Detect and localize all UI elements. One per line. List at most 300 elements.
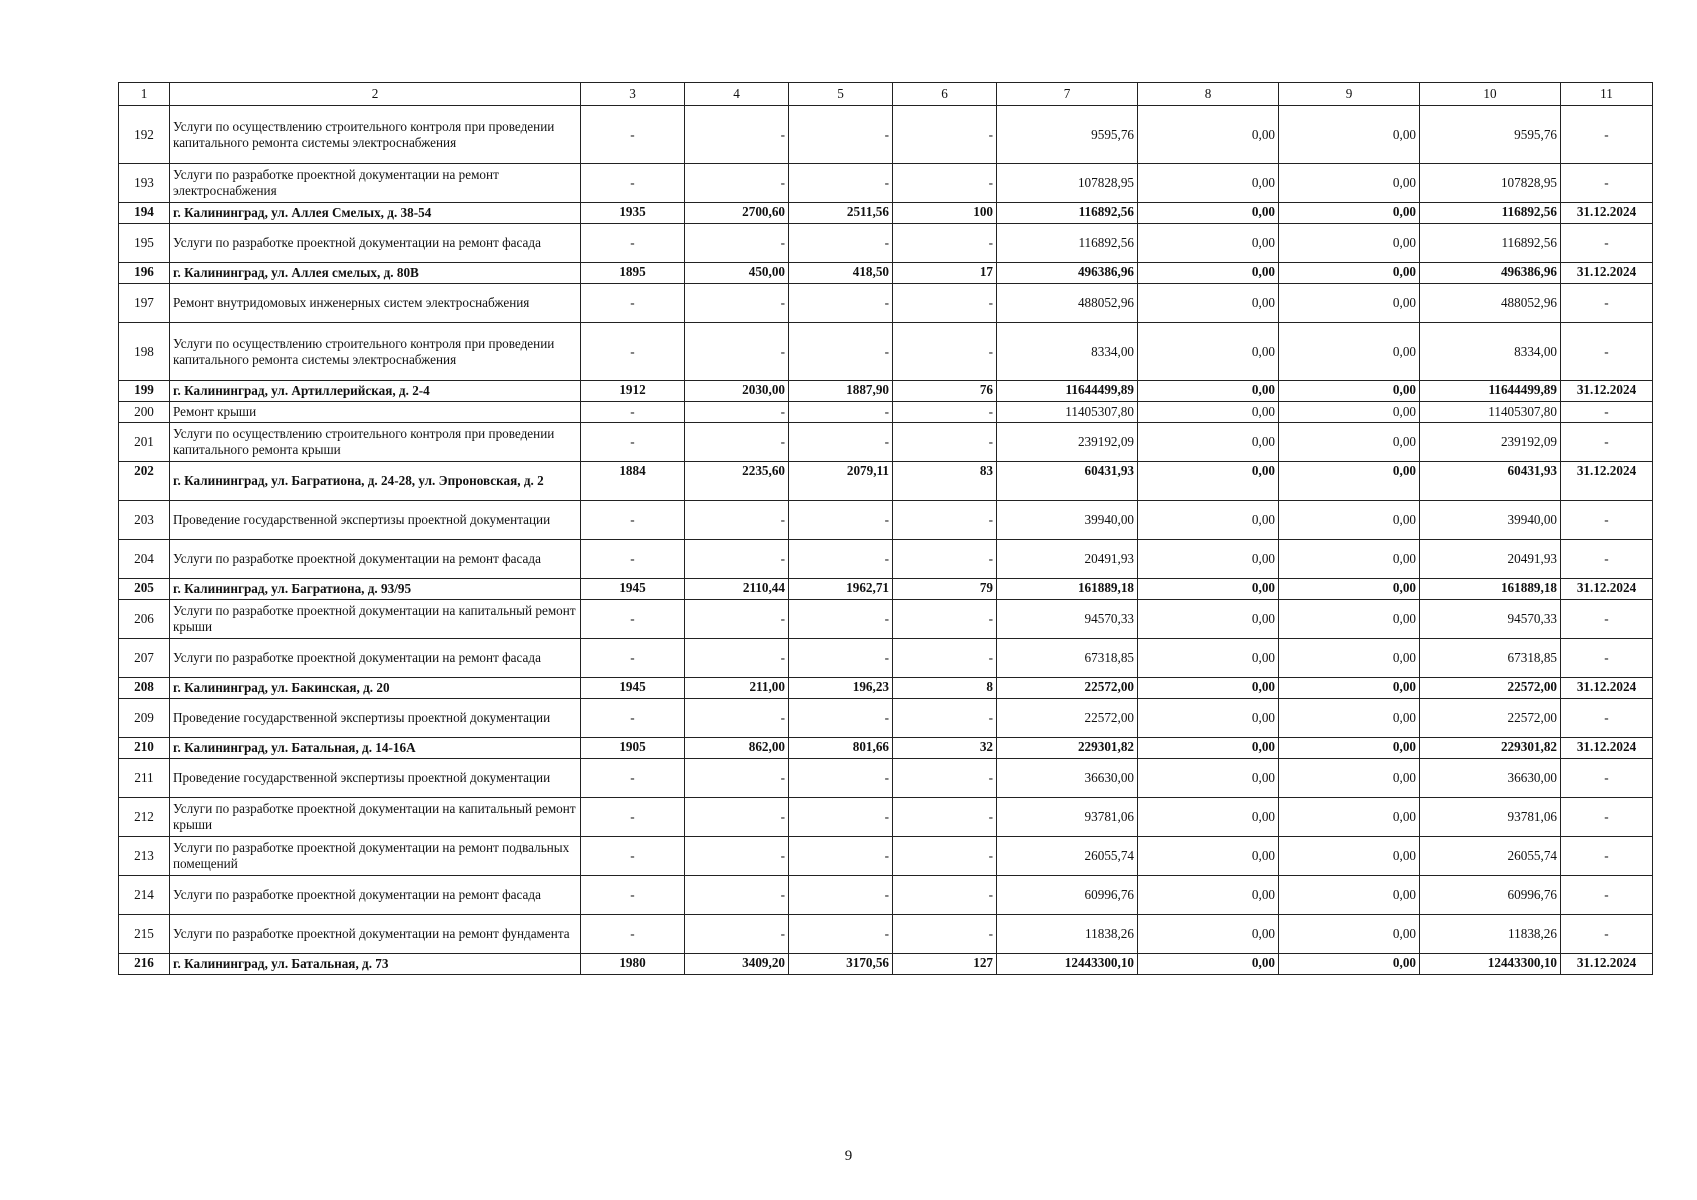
amount-cell: 0,00 [1279, 501, 1420, 540]
area-cell: - [685, 106, 789, 164]
amount-cell: 94570,33 [997, 600, 1138, 639]
area-cell: - [789, 600, 893, 639]
area-cell: - [789, 501, 893, 540]
count-cell: - [893, 164, 997, 203]
row-number: 209 [119, 699, 170, 738]
amount-cell: 9595,76 [997, 106, 1138, 164]
item-name: Услуги по разработке проектной документации на ремонт фасада [170, 540, 581, 579]
table-row [119, 501, 1653, 540]
amount-cell: 0,00 [1279, 323, 1420, 381]
row-number: 196 [119, 263, 170, 284]
col-header: 11 [1561, 83, 1653, 106]
amount-cell: 0,00 [1138, 837, 1279, 876]
amount-cell: 239192,09 [997, 423, 1138, 462]
amount-cell: 8334,00 [1420, 323, 1561, 381]
count-cell: - [893, 402, 997, 423]
count-cell: 32 [893, 738, 997, 759]
amount-cell: 0,00 [1138, 954, 1279, 975]
item-name: Проведение государственной экспертизы проектной документации [170, 699, 581, 738]
date-cell: 31.12.2024 [1561, 203, 1653, 224]
date-cell: 31.12.2024 [1561, 738, 1653, 759]
area-cell: - [789, 837, 893, 876]
amount-cell: 0,00 [1279, 381, 1420, 402]
amount-cell: 0,00 [1138, 915, 1279, 954]
amount-cell: 94570,33 [1420, 600, 1561, 639]
page-number: 9 [844, 1148, 853, 1164]
item-name: г. Калининград, ул. Аллея смелых, д. 80В [170, 263, 581, 284]
area-cell: 2110,44 [685, 579, 789, 600]
data-table [118, 82, 1653, 975]
area-cell: 418,50 [789, 263, 893, 284]
item-name: Ремонт крыши [170, 402, 581, 423]
amount-cell: 116892,56 [997, 203, 1138, 224]
amount-cell: 488052,96 [997, 284, 1138, 323]
area-cell: - [685, 600, 789, 639]
amount-cell: 0,00 [1138, 540, 1279, 579]
date-cell: - [1561, 699, 1653, 738]
date-cell: - [1561, 759, 1653, 798]
amount-cell: 12443300,10 [997, 954, 1138, 975]
amount-cell: 0,00 [1279, 402, 1420, 423]
count-cell: - [893, 106, 997, 164]
count-cell: - [893, 501, 997, 540]
year-cell: - [581, 540, 685, 579]
item-name: Услуги по разработке проектной документации на капитальный ремонт крыши [170, 600, 581, 639]
amount-cell: 26055,74 [1420, 837, 1561, 876]
year-cell: - [581, 501, 685, 540]
amount-cell: 11405307,80 [997, 402, 1138, 423]
amount-cell: 0,00 [1279, 639, 1420, 678]
item-name: г. Калининград, ул. Бакинская, д. 20 [170, 678, 581, 699]
amount-cell: 0,00 [1279, 263, 1420, 284]
row-number: 210 [119, 738, 170, 759]
amount-cell: 11644499,89 [1420, 381, 1561, 402]
item-name: Услуги по разработке проектной документации на ремонт фасада [170, 876, 581, 915]
amount-cell: 0,00 [1138, 600, 1279, 639]
row-number: 214 [119, 876, 170, 915]
amount-cell: 0,00 [1138, 323, 1279, 381]
area-cell: - [685, 798, 789, 837]
amount-cell: 22572,00 [1420, 699, 1561, 738]
area-cell: 2079,11 [789, 462, 893, 501]
col-header: 8 [1138, 83, 1279, 106]
amount-cell: 20491,93 [1420, 540, 1561, 579]
date-cell: - [1561, 224, 1653, 263]
date-cell: 31.12.2024 [1561, 954, 1653, 975]
col-header: 7 [997, 83, 1138, 106]
year-cell: - [581, 639, 685, 678]
date-cell: - [1561, 876, 1653, 915]
amount-cell: 0,00 [1279, 915, 1420, 954]
year-cell: - [581, 164, 685, 203]
amount-cell: 9595,76 [1420, 106, 1561, 164]
amount-cell: 93781,06 [997, 798, 1138, 837]
table-row [119, 381, 1653, 402]
row-number: 213 [119, 837, 170, 876]
date-cell: - [1561, 798, 1653, 837]
amount-cell: 0,00 [1279, 106, 1420, 164]
year-cell: 1895 [581, 263, 685, 284]
table-row [119, 462, 1653, 501]
table-row [119, 639, 1653, 678]
table-row [119, 837, 1653, 876]
year-cell: - [581, 323, 685, 381]
count-cell: - [893, 284, 997, 323]
col-header: 2 [170, 83, 581, 106]
item-name: г. Калининград, ул. Батальная, д. 73 [170, 954, 581, 975]
amount-cell: 0,00 [1138, 738, 1279, 759]
year-cell: - [581, 876, 685, 915]
amount-cell: 0,00 [1138, 106, 1279, 164]
year-cell: - [581, 699, 685, 738]
count-cell: - [893, 915, 997, 954]
area-cell: - [789, 759, 893, 798]
amount-cell: 11838,26 [1420, 915, 1561, 954]
area-cell: 450,00 [685, 263, 789, 284]
amount-cell: 36630,00 [1420, 759, 1561, 798]
amount-cell: 11644499,89 [997, 381, 1138, 402]
table-row [119, 224, 1653, 263]
amount-cell: 0,00 [1138, 462, 1279, 501]
row-number: 212 [119, 798, 170, 837]
table-row [119, 284, 1653, 323]
table-row [119, 263, 1653, 284]
area-cell: - [789, 540, 893, 579]
area-cell: - [685, 501, 789, 540]
amount-cell: 36630,00 [997, 759, 1138, 798]
row-number: 200 [119, 402, 170, 423]
table-row [119, 876, 1653, 915]
item-name: Услуги по осуществлению строительного контроля при проведении капитального ремонта крыши [170, 423, 581, 462]
date-cell: - [1561, 423, 1653, 462]
item-name: Проведение государственной экспертизы проектной документации [170, 501, 581, 540]
row-number: 195 [119, 224, 170, 263]
date-cell: - [1561, 600, 1653, 639]
amount-cell: 0,00 [1138, 876, 1279, 915]
amount-cell: 60996,76 [1420, 876, 1561, 915]
amount-cell: 0,00 [1279, 837, 1420, 876]
amount-cell: 0,00 [1279, 600, 1420, 639]
count-cell: - [893, 837, 997, 876]
count-cell: 17 [893, 263, 997, 284]
count-cell: - [893, 423, 997, 462]
amount-cell: 26055,74 [997, 837, 1138, 876]
amount-cell: 116892,56 [1420, 224, 1561, 263]
amount-cell: 0,00 [1138, 579, 1279, 600]
amount-cell: 22572,00 [1420, 678, 1561, 699]
row-number: 204 [119, 540, 170, 579]
year-cell: - [581, 224, 685, 263]
year-cell: - [581, 106, 685, 164]
amount-cell: 12443300,10 [1420, 954, 1561, 975]
col-header: 3 [581, 83, 685, 106]
item-name: Услуги по разработке проектной документации на ремонт фундамента [170, 915, 581, 954]
count-cell: - [893, 323, 997, 381]
amount-cell: 39940,00 [1420, 501, 1561, 540]
item-name: Услуги по разработке проектной документации на ремонт фасада [170, 224, 581, 263]
year-cell: 1912 [581, 381, 685, 402]
area-cell: 2700,60 [685, 203, 789, 224]
area-cell: 2030,00 [685, 381, 789, 402]
table-row [119, 738, 1653, 759]
count-cell: - [893, 699, 997, 738]
area-cell: 3409,20 [685, 954, 789, 975]
amount-cell: 60996,76 [997, 876, 1138, 915]
area-cell: - [685, 759, 789, 798]
count-cell: - [893, 798, 997, 837]
area-cell: - [685, 699, 789, 738]
area-cell: - [685, 915, 789, 954]
count-cell: - [893, 759, 997, 798]
table-row [119, 699, 1653, 738]
area-cell: - [685, 423, 789, 462]
amount-cell: 0,00 [1279, 678, 1420, 699]
year-cell: 1945 [581, 678, 685, 699]
amount-cell: 0,00 [1279, 203, 1420, 224]
year-cell: 1884 [581, 462, 685, 501]
amount-cell: 0,00 [1279, 284, 1420, 323]
row-number: 216 [119, 954, 170, 975]
col-header: 1 [119, 83, 170, 106]
amount-cell: 11838,26 [997, 915, 1138, 954]
area-cell: - [789, 284, 893, 323]
amount-cell: 0,00 [1138, 678, 1279, 699]
row-number: 199 [119, 381, 170, 402]
amount-cell: 22572,00 [997, 699, 1138, 738]
amount-cell: 0,00 [1138, 381, 1279, 402]
area-cell: - [789, 423, 893, 462]
count-cell: - [893, 876, 997, 915]
amount-cell: 60431,93 [1420, 462, 1561, 501]
count-cell: - [893, 600, 997, 639]
count-cell: 83 [893, 462, 997, 501]
amount-cell: 67318,85 [1420, 639, 1561, 678]
count-cell: - [893, 224, 997, 263]
area-cell: - [789, 639, 893, 678]
amount-cell: 0,00 [1138, 759, 1279, 798]
col-header: 5 [789, 83, 893, 106]
date-cell: 31.12.2024 [1561, 678, 1653, 699]
area-cell: - [685, 402, 789, 423]
col-header: 9 [1279, 83, 1420, 106]
row-number: 215 [119, 915, 170, 954]
item-name: Ремонт внутридомовых инженерных систем электроснабжения [170, 284, 581, 323]
area-cell: - [685, 837, 789, 876]
area-cell: - [685, 639, 789, 678]
year-cell: - [581, 600, 685, 639]
area-cell: 862,00 [685, 738, 789, 759]
area-cell: - [789, 402, 893, 423]
amount-cell: 0,00 [1279, 759, 1420, 798]
year-cell: 1905 [581, 738, 685, 759]
amount-cell: 161889,18 [997, 579, 1138, 600]
amount-cell: 0,00 [1279, 224, 1420, 263]
amount-cell: 0,00 [1279, 876, 1420, 915]
row-number: 192 [119, 106, 170, 164]
col-header: 4 [685, 83, 789, 106]
area-cell: - [789, 224, 893, 263]
amount-cell: 0,00 [1138, 263, 1279, 284]
row-number: 206 [119, 600, 170, 639]
amount-cell: 107828,95 [1420, 164, 1561, 203]
amount-cell: 0,00 [1138, 423, 1279, 462]
amount-cell: 488052,96 [1420, 284, 1561, 323]
year-cell: - [581, 837, 685, 876]
amount-cell: 0,00 [1279, 579, 1420, 600]
count-cell: 127 [893, 954, 997, 975]
table-row [119, 759, 1653, 798]
col-header: 10 [1420, 83, 1561, 106]
item-name: Услуги по разработке проектной документации на ремонт фасада [170, 639, 581, 678]
table-row [119, 579, 1653, 600]
row-number: 207 [119, 639, 170, 678]
date-cell: - [1561, 540, 1653, 579]
table-row [119, 164, 1653, 203]
row-number: 194 [119, 203, 170, 224]
amount-cell: 93781,06 [1420, 798, 1561, 837]
amount-cell: 20491,93 [997, 540, 1138, 579]
date-cell: 31.12.2024 [1561, 263, 1653, 284]
amount-cell: 0,00 [1279, 462, 1420, 501]
amount-cell: 60431,93 [997, 462, 1138, 501]
date-cell: 31.12.2024 [1561, 381, 1653, 402]
area-cell: 2511,56 [789, 203, 893, 224]
amount-cell: 0,00 [1138, 501, 1279, 540]
item-name: г. Калининград, ул. Багратиона, д. 24-28, ул. Эпроновская, д. 2 [170, 462, 581, 501]
area-cell: 1887,90 [789, 381, 893, 402]
year-cell: - [581, 284, 685, 323]
item-name: г. Калининград, ул. Артиллерийская, д. 2-4 [170, 381, 581, 402]
area-cell: - [789, 106, 893, 164]
area-cell: 196,23 [789, 678, 893, 699]
area-cell: 3170,56 [789, 954, 893, 975]
amount-cell: 8334,00 [997, 323, 1138, 381]
area-cell: 2235,60 [685, 462, 789, 501]
row-number: 205 [119, 579, 170, 600]
amount-cell: 0,00 [1279, 423, 1420, 462]
amount-cell: 107828,95 [997, 164, 1138, 203]
year-cell: - [581, 423, 685, 462]
amount-cell: 116892,56 [1420, 203, 1561, 224]
amount-cell: 0,00 [1279, 164, 1420, 203]
area-cell: - [789, 876, 893, 915]
item-name: Проведение государственной экспертизы проектной документации [170, 759, 581, 798]
amount-cell: 67318,85 [997, 639, 1138, 678]
area-cell: - [685, 876, 789, 915]
row-number: 198 [119, 323, 170, 381]
col-header: 6 [893, 83, 997, 106]
area-cell: 1962,71 [789, 579, 893, 600]
table-body [119, 83, 1653, 975]
amount-cell: 11405307,80 [1420, 402, 1561, 423]
row-number: 201 [119, 423, 170, 462]
table-row [119, 798, 1653, 837]
count-cell: 100 [893, 203, 997, 224]
count-cell: 76 [893, 381, 997, 402]
count-cell: 79 [893, 579, 997, 600]
amount-cell: 229301,82 [1420, 738, 1561, 759]
date-cell: - [1561, 106, 1653, 164]
amount-cell: 0,00 [1279, 540, 1420, 579]
amount-cell: 0,00 [1138, 224, 1279, 263]
amount-cell: 39940,00 [997, 501, 1138, 540]
year-cell: - [581, 759, 685, 798]
table-row [119, 540, 1653, 579]
date-cell: - [1561, 323, 1653, 381]
row-number: 202 [119, 462, 170, 501]
date-cell: - [1561, 915, 1653, 954]
amount-cell: 0,00 [1138, 164, 1279, 203]
header-row [119, 83, 1653, 106]
table-row [119, 203, 1653, 224]
amount-cell: 0,00 [1279, 954, 1420, 975]
amount-cell: 0,00 [1138, 203, 1279, 224]
row-number: 197 [119, 284, 170, 323]
amount-cell: 116892,56 [997, 224, 1138, 263]
item-name: г. Калининград, ул. Аллея Смелых, д. 38-54 [170, 203, 581, 224]
table-row [119, 600, 1653, 639]
amount-cell: 0,00 [1138, 402, 1279, 423]
area-cell: - [789, 915, 893, 954]
year-cell: 1935 [581, 203, 685, 224]
table-row [119, 423, 1653, 462]
amount-cell: 496386,96 [997, 263, 1138, 284]
item-name: г. Калининград, ул. Багратиона, д. 93/95 [170, 579, 581, 600]
year-cell: - [581, 402, 685, 423]
row-number: 208 [119, 678, 170, 699]
count-cell: - [893, 540, 997, 579]
year-cell: - [581, 798, 685, 837]
item-name: Услуги по осуществлению строительного контроля при проведении капитального ремонта системы электроснабжения [170, 106, 581, 164]
row-number: 193 [119, 164, 170, 203]
row-number: 211 [119, 759, 170, 798]
year-cell: - [581, 915, 685, 954]
amount-cell: 496386,96 [1420, 263, 1561, 284]
amount-cell: 0,00 [1138, 798, 1279, 837]
amount-cell: 0,00 [1279, 699, 1420, 738]
amount-cell: 0,00 [1138, 639, 1279, 678]
year-cell: 1980 [581, 954, 685, 975]
year-cell: 1945 [581, 579, 685, 600]
date-cell: - [1561, 284, 1653, 323]
table-row [119, 678, 1653, 699]
amount-cell: 0,00 [1138, 699, 1279, 738]
area-cell: - [789, 164, 893, 203]
area-cell: - [789, 323, 893, 381]
amount-cell: 0,00 [1279, 738, 1420, 759]
count-cell: 8 [893, 678, 997, 699]
row-number: 203 [119, 501, 170, 540]
table-row [119, 323, 1653, 381]
area-cell: 211,00 [685, 678, 789, 699]
item-name: Услуги по разработке проектной документации на ремонт электроснабжения [170, 164, 581, 203]
area-cell: - [685, 540, 789, 579]
amount-cell: 0,00 [1279, 798, 1420, 837]
area-cell: - [685, 164, 789, 203]
item-name: г. Калининград, ул. Батальная, д. 14-16А [170, 738, 581, 759]
date-cell: - [1561, 164, 1653, 203]
amount-cell: 161889,18 [1420, 579, 1561, 600]
item-name: Услуги по разработке проектной документации на капитальный ремонт крыши [170, 798, 581, 837]
amount-cell: 239192,09 [1420, 423, 1561, 462]
date-cell: - [1561, 402, 1653, 423]
amount-cell: 22572,00 [997, 678, 1138, 699]
item-name: Услуги по осуществлению строительного контроля при проведении капитального ремонта системы электроснабжения [170, 323, 581, 381]
table-row [119, 106, 1653, 164]
count-cell: - [893, 639, 997, 678]
area-cell: - [789, 699, 893, 738]
date-cell: 31.12.2024 [1561, 579, 1653, 600]
